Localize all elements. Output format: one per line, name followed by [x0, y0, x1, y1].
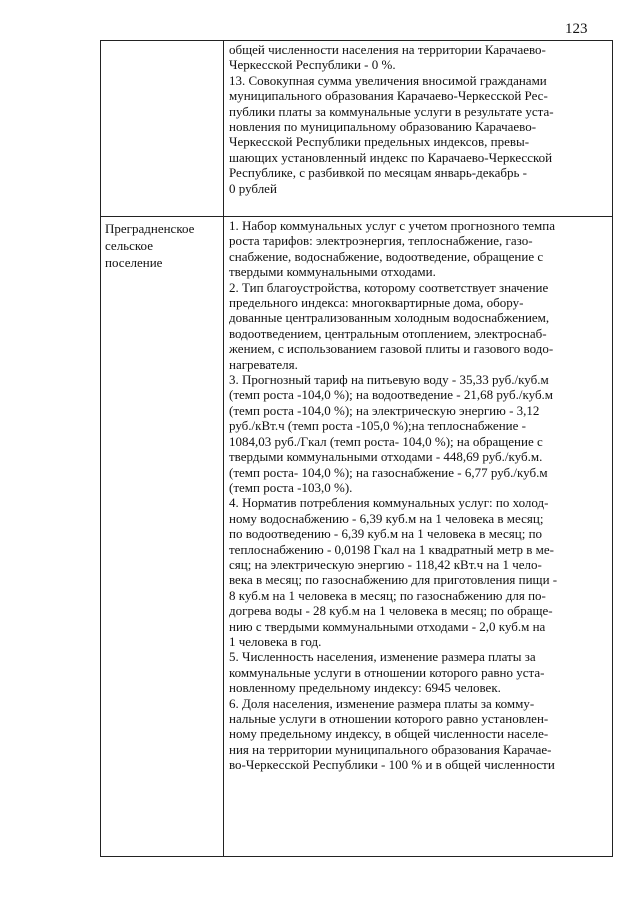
- paragraph: [229, 280, 608, 372]
- text-line: нию с твердыми коммунальными отходами - 2,0 куб.м на: [229, 618, 546, 634]
- settlement-cell: [101, 217, 224, 857]
- text-line: твердыми коммунальными отходами.: [229, 264, 436, 280]
- text-line: ному водоснабжению - 6,39 куб.м на 1 человека в месяц;: [229, 510, 544, 526]
- paragraph: [229, 495, 608, 649]
- text-line: снабжение, водоснабжение, водоотведение, обращение с: [229, 248, 544, 264]
- text-line: роста тарифов: электроэнергия, теплоснабжение, газо-: [229, 233, 533, 249]
- text-line: предельного индекса: многоквартирные дома, обору-: [229, 295, 524, 311]
- text-line: 13. Совокупная сумма увеличения вносимой гражданами: [229, 72, 547, 88]
- settlement-name-line: поселение: [105, 255, 163, 270]
- text-line: новленному предельному индексу: 6945 человек.: [229, 680, 501, 696]
- text-line: дованные централизованным холодным водоснабжением,: [229, 310, 550, 326]
- text-line: 1084,03 руб./Гкал (темп роста- 104,0 %); на обращение с: [229, 433, 543, 449]
- text-line: сяц; на электрическую энергию - 118,42 кВт.ч на 1 чело-: [229, 556, 542, 572]
- text-line: публики платы за коммунальные услуги в результате уста-: [229, 103, 554, 119]
- text-line: Республике, с разбивкой по месяцам январь-декабрь -: [229, 165, 528, 181]
- text-line: века в месяц; по газоснабжению для приготовления пищи -: [229, 572, 558, 588]
- text-line: водоотведением, центральным отоплением, электроснаб-: [229, 325, 547, 341]
- settlement-name-line: Преградненское: [105, 221, 195, 236]
- text-line: 6. Доля населения, изменение размера платы за комму-: [229, 695, 535, 711]
- text-line: 1 человека в год.: [229, 633, 322, 649]
- text-line: 5. Численность населения, изменение размера платы за: [229, 649, 536, 665]
- text-line: теплоснабжению - 0,0198 Гкал на 1 квадратный метр в ме-: [229, 541, 555, 557]
- text-line: общей численности населения на территории Карачаево-: [229, 42, 546, 57]
- text-line: Черкесской Республики предельных индексов, превы-: [229, 134, 530, 150]
- settlement-name-line: сельское: [105, 238, 153, 253]
- text-line: (темп роста- 104,0 %); на газоснабжение - 6,77 руб./куб.м: [229, 464, 548, 480]
- paragraph: [229, 218, 608, 280]
- text-line: 3. Прогнозный тариф на питьевую воду - 35,33 руб./куб.м: [229, 372, 549, 388]
- text-line: 4. Норматив потребления коммунальных услуг: по холод-: [229, 495, 549, 511]
- text-line: нальные услуги в отношении которого равно установлен-: [229, 711, 549, 726]
- text-line: (темп роста -104,0 %); на электрическую энергию - 3,12: [229, 402, 540, 418]
- text-line: ному предельному индексу, в общей численности населе-: [229, 726, 549, 742]
- paragraph: [229, 73, 608, 196]
- text-line: шающих установленный индекс по Карачаево-Черкесской: [229, 149, 553, 165]
- text-line: (темп роста -103,0 %).: [229, 479, 353, 495]
- text-line: ния на территории муниципального образования Карачае-: [229, 741, 552, 757]
- paragraph: [229, 372, 608, 495]
- text-line: во-Черкесской Республики - 100 % и в общей численности: [229, 757, 555, 773]
- text-line: по водоотведению - 6,39 куб.м на 1 человека в месяц; по: [229, 526, 543, 542]
- text-line: Черкесской Республики - 0 %.: [229, 57, 396, 73]
- paragraph: [229, 649, 608, 695]
- text-line: (темп роста -104,0 %); на водоотведение - 21,68 руб./куб.м: [229, 387, 554, 403]
- indices-table: [100, 40, 613, 857]
- text-line: догрева воды - 28 куб.м на 1 человека в месяц; по обраще-: [229, 603, 553, 619]
- text-line: коммунальные услуги в отношении которого равно уста-: [229, 664, 545, 680]
- paragraph: [229, 42, 608, 73]
- text-line: 0 рублей: [229, 180, 277, 196]
- text-line: новления по муниципальному образованию Карачаево-: [229, 119, 537, 135]
- description-cell: [224, 41, 613, 217]
- text-line: 8 куб.м на 1 человека в месяц; по газоснабжению для по-: [229, 587, 546, 603]
- text-line: 1. Набор коммунальных услуг с учетом прогнозного темпа: [229, 218, 555, 233]
- description-cell: [224, 217, 613, 857]
- text-line: 2. Тип благоустройства, которому соответствует значение: [229, 279, 549, 295]
- text-line: муниципального образования Карачаево-Черкесской Рес-: [229, 88, 548, 104]
- page-number: 123: [565, 21, 588, 37]
- paragraph: [229, 696, 608, 773]
- text-line: твердыми коммунальными отходами - 448,69 руб./куб.м.: [229, 449, 543, 465]
- text-line: жением, с использованием газовой плиты и газового водо-: [229, 341, 554, 357]
- text-line: руб./кВт.ч (темп роста -105,0 %);на теплоснабжение -: [229, 418, 526, 434]
- table-row: [101, 41, 613, 217]
- settlement-cell: [101, 41, 224, 217]
- text-line: нагревателя.: [229, 356, 298, 372]
- table-row: [101, 217, 613, 857]
